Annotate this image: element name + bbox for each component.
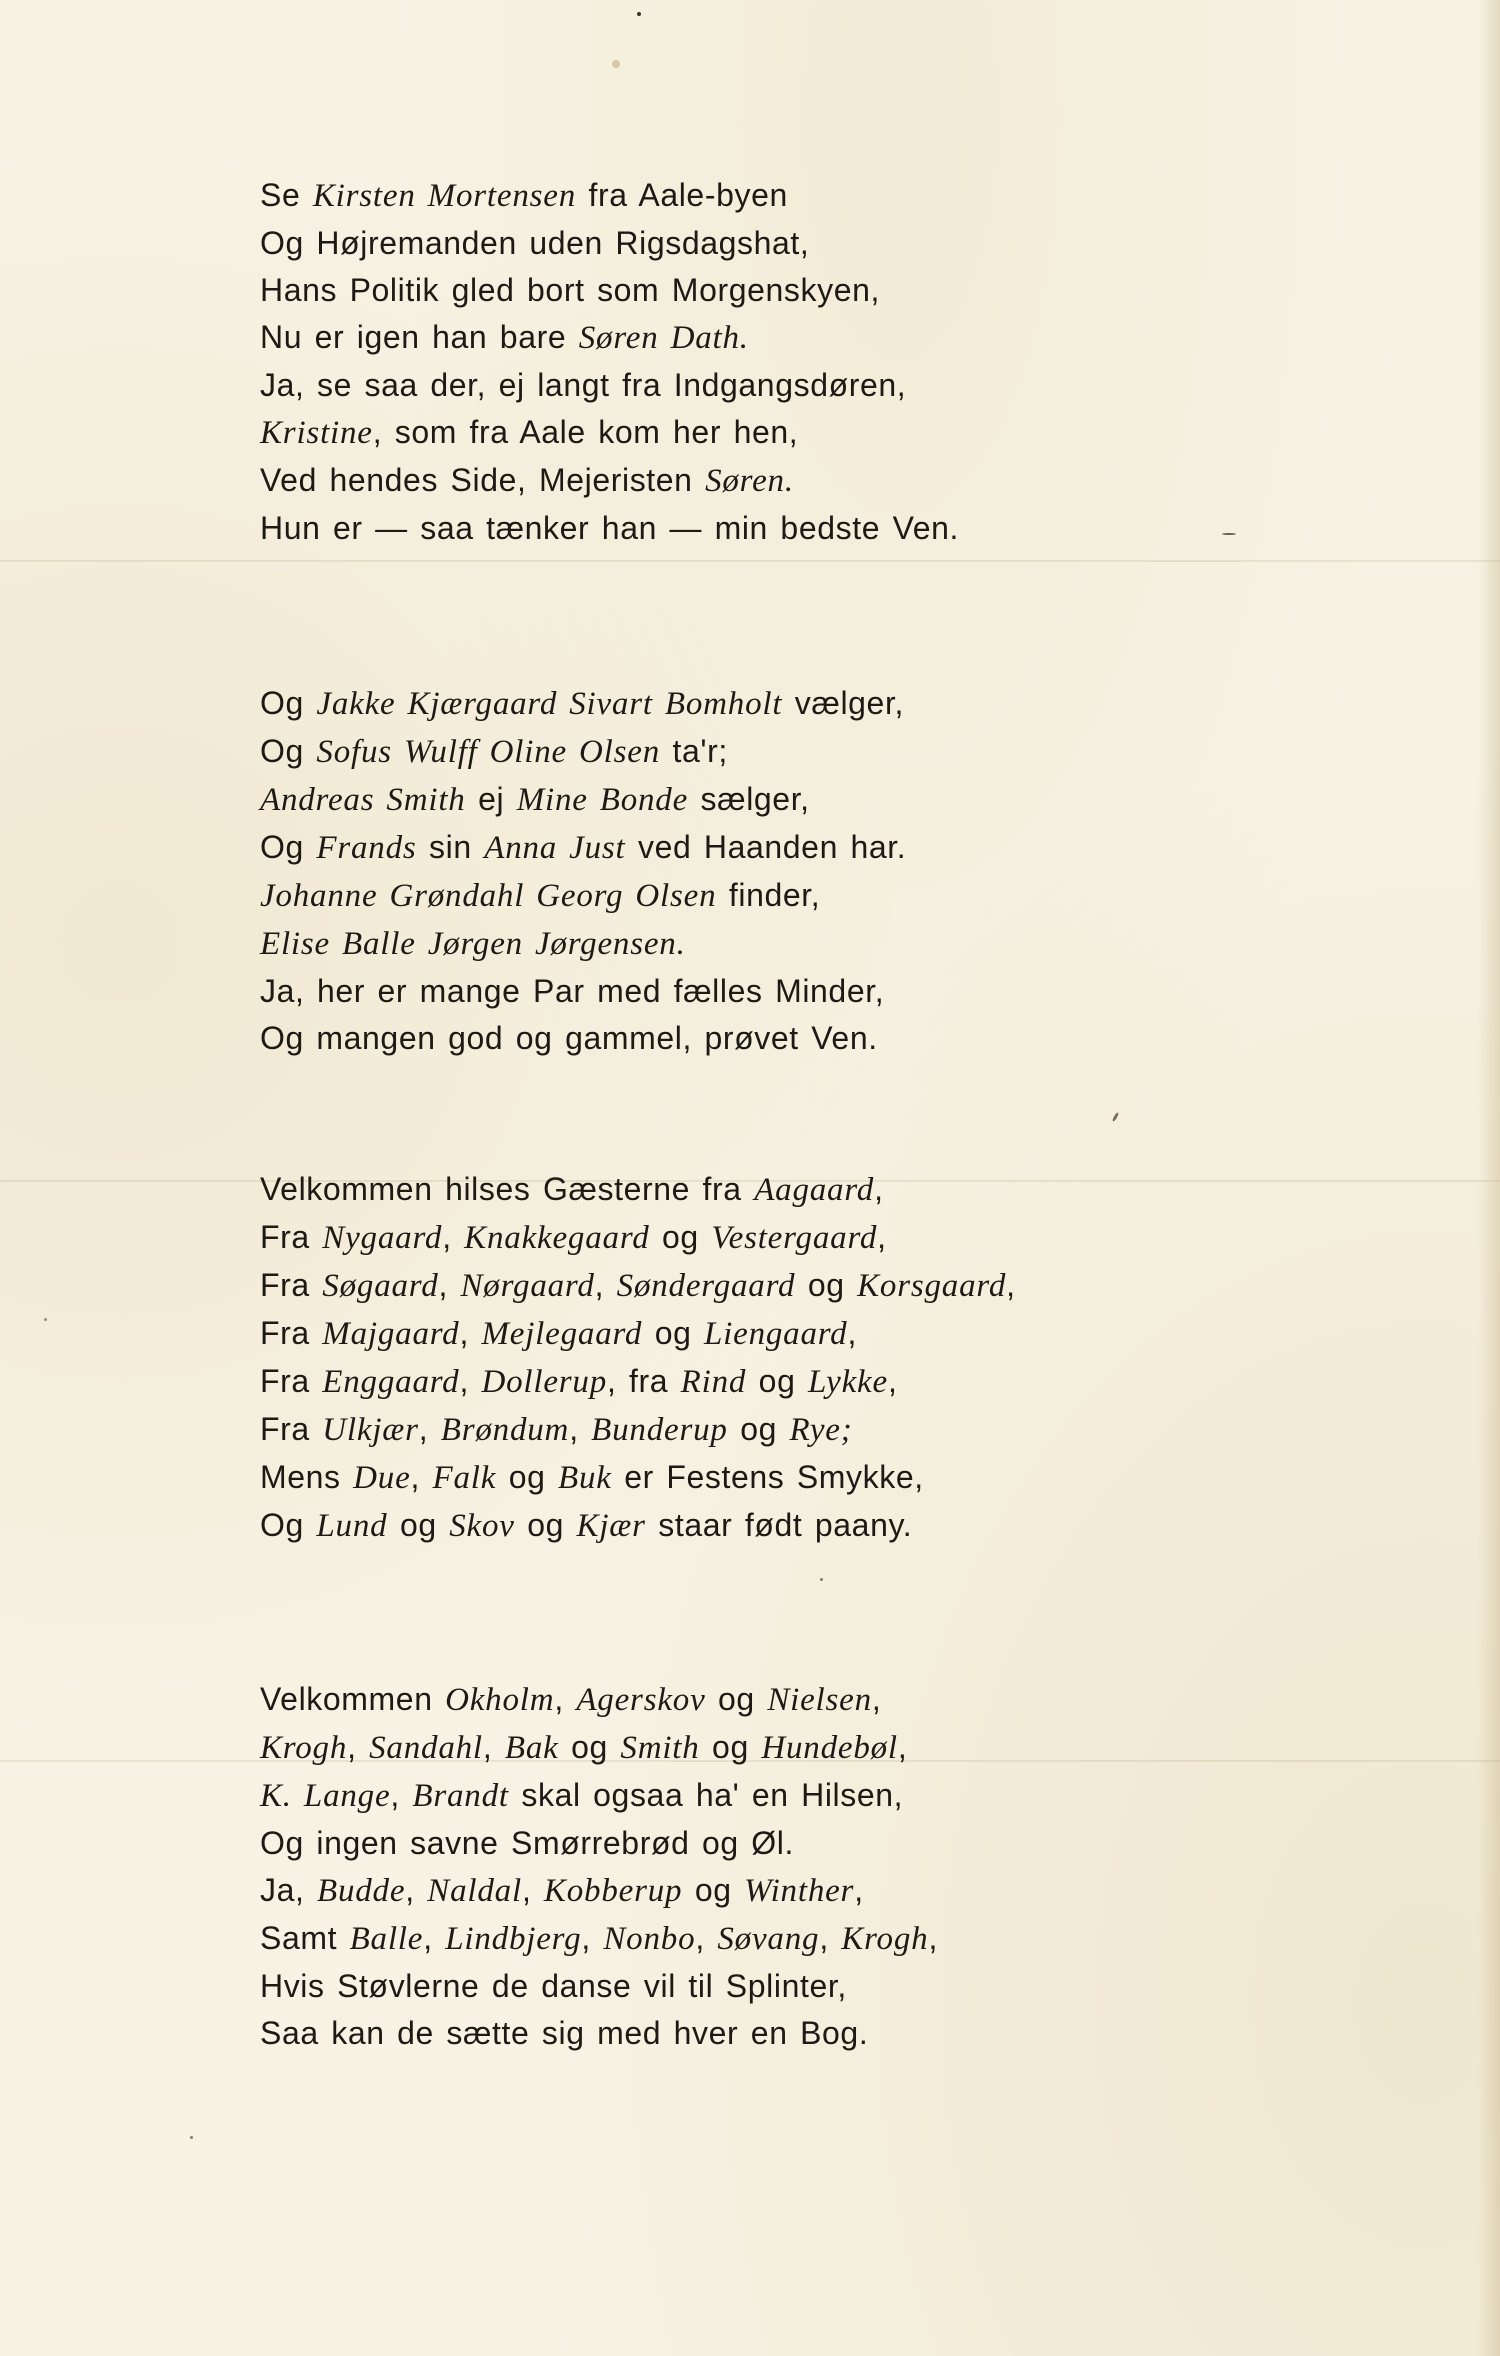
italic-name: Aagaard [754, 1172, 875, 1208]
line-text: , [594, 1267, 617, 1303]
line-text: ej [465, 781, 517, 817]
poem-line [260, 1358, 1016, 1406]
line-text: Hvis Støvlerne de danse vil til Splinter, [260, 1968, 847, 2004]
poem-line [260, 362, 959, 409]
italic-name: Vestergaard [711, 1220, 878, 1256]
line-text: og [649, 1219, 712, 1255]
line-text: Og ingen savne Smørrebrød og Øl. [260, 1825, 794, 1861]
line-text: , [442, 1219, 465, 1255]
italic-name: Enggaard [322, 1364, 460, 1400]
italic-name: Lindbjerg [445, 1921, 582, 1957]
line-text: Velkommen hilses Gæsterne fra [260, 1171, 755, 1207]
paper-edge-shadow [1478, 0, 1500, 2356]
line-text: er Festens Smykke, [611, 1459, 924, 1495]
line-text: Fra [260, 1219, 323, 1255]
poem-line [260, 776, 906, 824]
italic-name: Naldal [427, 1873, 522, 1909]
italic-name: Skov [449, 1508, 515, 1544]
line-text: , [887, 1363, 898, 1399]
italic-name: Buk [557, 1460, 612, 1496]
line-text: , [438, 1267, 461, 1303]
ink-speck [44, 1318, 47, 1321]
italic-name: K. Lange [260, 1778, 391, 1814]
line-text: , [819, 1920, 842, 1956]
line-text: , [581, 1920, 604, 1956]
italic-name: Kjær [576, 1508, 646, 1544]
italic-name: Søren. [705, 463, 794, 499]
poem-line [260, 1963, 938, 2010]
line-text: Og [260, 685, 317, 721]
italic-name: Elise Balle Jørgen Jørgensen. [260, 926, 686, 962]
italic-name: Nygaard [322, 1220, 443, 1256]
poem-line [260, 872, 906, 920]
line-text: , [554, 1681, 577, 1717]
ink-speck [637, 12, 641, 16]
italic-name: Smith [620, 1730, 700, 1766]
line-text: og [387, 1507, 450, 1543]
line-text: og [682, 1872, 745, 1908]
stanza-4 [260, 1676, 938, 2057]
poem-line [260, 505, 959, 552]
italic-name: Søren Dath. [578, 320, 749, 356]
italic-name: Kobberup [543, 1873, 683, 1909]
line-text: , [695, 1920, 718, 1956]
line-text: skal ogsaa ha' en Hilsen, [508, 1777, 904, 1813]
italic-name: Okholm [445, 1682, 555, 1718]
poem-line [260, 2010, 938, 2057]
italic-name: Kristine [260, 415, 373, 451]
poem-line [260, 1772, 938, 1820]
italic-name: Kirsten Mortensen [312, 178, 577, 214]
line-text: , [521, 1872, 544, 1908]
line-text: sælger, [688, 781, 810, 817]
ink-speck [820, 1578, 823, 1581]
line-text: ta'r; [660, 733, 728, 769]
italic-name: Lykke [807, 1364, 888, 1400]
italic-name: Krogh [841, 1921, 929, 1957]
italic-name: Winther [744, 1873, 855, 1909]
italic-name: Brandt [412, 1778, 509, 1814]
italic-name: Balle [349, 1921, 424, 1957]
paper-fold-line [0, 560, 1500, 562]
italic-name: Falk [432, 1460, 497, 1496]
line-text: og [496, 1459, 558, 1495]
italic-name: Brøndum [440, 1412, 570, 1448]
poem-line [260, 1820, 938, 1867]
line-text: , [459, 1363, 482, 1399]
line-text: Fra [260, 1267, 323, 1303]
stain-spot [612, 60, 620, 68]
poem-line [260, 1502, 1016, 1550]
italic-name: Mine Bonde [516, 782, 689, 818]
line-text: Hans Politik gled bort som Morgenskyen, [260, 272, 880, 308]
line-text: finder, [716, 877, 821, 913]
italic-name: Dollerup [481, 1364, 608, 1400]
line-text: og [727, 1411, 790, 1447]
line-text: , som fra Aale kom her hen, [372, 414, 799, 450]
line-text: ved Haanden har. [625, 829, 907, 865]
poem-line [260, 1406, 1016, 1454]
poem-line [260, 172, 959, 220]
poem-line [260, 314, 959, 362]
line-text: fra Aale-byen [576, 177, 788, 213]
poem-line [260, 1867, 938, 1915]
poem-line [260, 1724, 938, 1772]
line-text: , [871, 1681, 882, 1717]
italic-name: Søndergaard [616, 1268, 796, 1304]
ink-speck [190, 2136, 193, 2139]
line-text: , [410, 1459, 433, 1495]
line-text: , [569, 1411, 592, 1447]
line-text: staar født paany. [645, 1507, 913, 1543]
line-text: og [705, 1681, 768, 1717]
poem-line [260, 267, 959, 314]
line-text: Fra [260, 1315, 323, 1351]
line-text: Nu er igen han bare [260, 319, 579, 355]
italic-name: Andreas Smith [260, 782, 466, 818]
line-text: vælger, [782, 685, 904, 721]
line-text: og [642, 1315, 704, 1351]
line-text: Og [260, 1507, 317, 1543]
italic-name: Sandahl [369, 1730, 483, 1766]
italic-name: Korsgaard [857, 1268, 1007, 1304]
line-text: sin [416, 829, 485, 865]
poem-line [260, 1262, 1016, 1310]
line-text: , [482, 1729, 505, 1765]
poem-line [260, 1214, 1016, 1262]
italic-name: Krogh [260, 1730, 348, 1766]
italic-name: Bunderup [591, 1412, 728, 1448]
line-text: og [558, 1729, 621, 1765]
line-text: Fra [260, 1411, 323, 1447]
poem-line [260, 824, 906, 872]
line-text: , [928, 1920, 938, 1956]
line-text: Mens [260, 1459, 354, 1495]
ink-speck [1222, 533, 1236, 535]
italic-name: Bak [504, 1730, 559, 1766]
poem-line [260, 1454, 1016, 1502]
stanza-1 [260, 172, 959, 552]
line-text: , [854, 1872, 864, 1908]
line-text: Og Højremanden uden Rigsdagshat, [260, 225, 810, 261]
italic-name: Due [353, 1460, 411, 1496]
italic-name: Nørgaard [460, 1268, 595, 1304]
line-text: Og mangen god og gammel, prøvet Ven. [260, 1020, 878, 1056]
line-text: Fra [260, 1363, 323, 1399]
line-text: , [1006, 1267, 1016, 1303]
poem-line [260, 1166, 1016, 1214]
poem-line [260, 220, 959, 267]
stanza-3 [260, 1166, 1016, 1550]
italic-name: Søgaard [322, 1268, 439, 1304]
italic-name: Søvang [717, 1921, 820, 1957]
line-text: Og [260, 733, 317, 769]
poem-line [260, 1310, 1016, 1358]
italic-name: Knakkegaard [464, 1220, 650, 1256]
line-text: og [699, 1729, 762, 1765]
line-text: og [514, 1507, 577, 1543]
line-text: Ja, her er mange Par med fælles Minder, [260, 973, 885, 1009]
line-text: Velkommen [260, 1681, 446, 1717]
poem-line [260, 409, 959, 457]
line-text: Hun er — saa tænker han — min bedste Ven. [260, 510, 960, 546]
italic-name: Jakke Kjærgaard Sivart Bomholt [316, 686, 783, 722]
line-text: , [390, 1777, 413, 1813]
line-text: , [347, 1729, 370, 1765]
line-text: Og [260, 829, 317, 865]
line-text: , [874, 1171, 884, 1207]
line-text: , [423, 1920, 446, 1956]
line-text: Saa kan de sætte sig med hver en Bog. [260, 2015, 869, 2051]
line-text: Ja, se saa der, ej langt fra Indgangsdøren, [260, 367, 907, 403]
line-text: Samt [260, 1920, 350, 1956]
italic-name: Sofus Wulff Oline Olsen [316, 734, 661, 770]
line-text: og [795, 1267, 858, 1303]
line-text: , [847, 1315, 857, 1351]
italic-name: Agerskov [576, 1682, 706, 1718]
italic-name: Nielsen [767, 1682, 872, 1718]
poem-line [260, 680, 906, 728]
italic-name: Nonbo [603, 1921, 696, 1957]
poem-line [260, 1015, 906, 1062]
italic-name: Rye; [789, 1412, 853, 1448]
poem-line [260, 1915, 938, 1963]
line-text: Ja, [260, 1872, 317, 1908]
line-text: , [405, 1872, 428, 1908]
poem-line [260, 1676, 938, 1724]
line-text: , [459, 1315, 482, 1351]
poem-line [260, 920, 906, 968]
italic-name: Lund [316, 1508, 388, 1544]
italic-name: Johanne Grøndahl Georg Olsen [260, 878, 717, 914]
stanza-2 [260, 680, 906, 1062]
line-text: Ved hendes Side, Mejeristen [260, 462, 706, 498]
italic-name: Budde [316, 1873, 406, 1909]
italic-name: Hundebøl [761, 1730, 898, 1766]
line-text: Se [260, 177, 313, 213]
poem-line [260, 728, 906, 776]
italic-name: Majgaard [322, 1316, 460, 1352]
line-text: , [897, 1729, 908, 1765]
italic-name: Mejlegaard [481, 1316, 643, 1352]
line-text: og [746, 1363, 808, 1399]
line-text: , [877, 1219, 887, 1255]
poem-line [260, 457, 959, 505]
italic-name: Anna Just [484, 830, 626, 866]
italic-name: Rind [680, 1364, 747, 1400]
italic-name: Liengaard [704, 1316, 848, 1352]
italic-name: Ulkjær [322, 1412, 419, 1448]
italic-name: Frands [316, 830, 417, 866]
line-text: , fra [607, 1363, 681, 1399]
poem-line [260, 968, 906, 1015]
line-text: , [418, 1411, 441, 1447]
ink-speck [1112, 1112, 1120, 1122]
